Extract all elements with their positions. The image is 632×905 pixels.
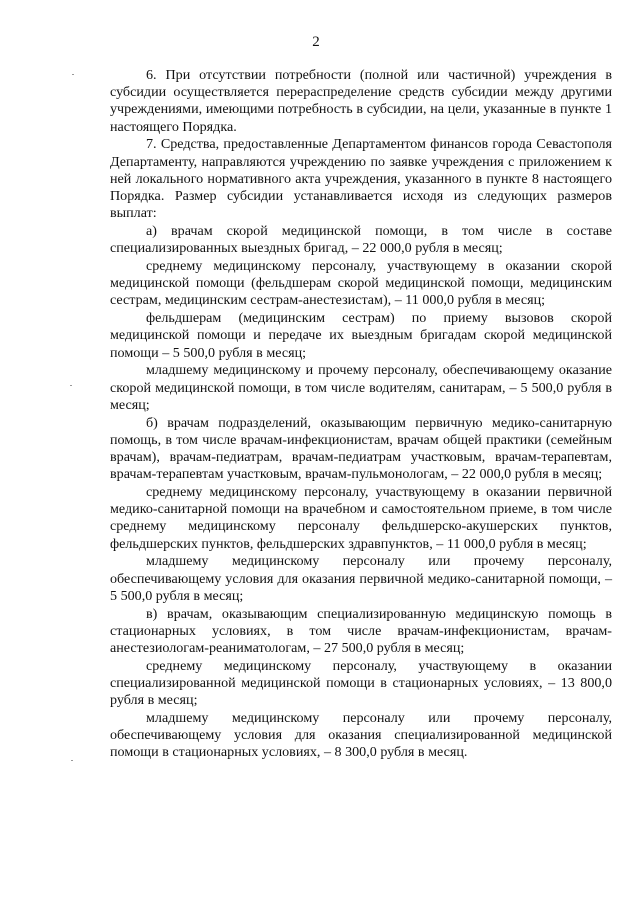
paragraph-7a-doctors-emergency: а) врачам скорой медицинской помощи, в том числе в составе специализированных выездных бригад, – 22 000,0 рубля в месяц;: [110, 223, 612, 257]
scan-mark: [71, 760, 73, 761]
paragraph-7a-mid-staff-emergency: среднему медицинскому персоналу, участвующему в оказании скорой медицинской помощи (фельдшерам скорой медицинской помощи, медицинским сестрам, медицинским сестрам-анестезистам), – 11 000,0 рубля в месяц;: [110, 258, 612, 309]
paragraph-7v-junior-staff-inpatient: младшему медицинскому персоналу или прочему персоналу, обеспечивающему условия для оказания специализированной медицинской помощи в стационарных условиях, – 8 300,0 рубля в месяц.: [110, 710, 612, 761]
document-body: [110, 67, 612, 762]
paragraph-7b-doctors-primary-care: б) врачам подразделений, оказывающим первичную медико-санитарную помощь, в том числе врачам-инфекционистам, врачам общей практики (семейным врачам), врачам-педиатрам, врачам-педиатрам участковым, врачам-терапевтам, врачам-терапевтам участковым, врачам-пульмонологам, – 22 000,0 рубля в месяц;: [110, 414, 612, 483]
paragraph-7b-junior-staff-primary-care: младшему медицинскому персоналу или прочему персоналу, обеспечивающему условия для оказания первичной медико-санитарной помощи, – 5 500,0 рубля в месяц;: [110, 553, 612, 604]
scan-mark: [70, 385, 72, 386]
paragraph-7a-junior-staff-emergency: младшему медицинскому и прочему персоналу, обеспечивающему оказание скорой медицинской помощи, в том числе водителям, санитарам, – 5 500,0 рубля в месяц;: [110, 362, 612, 413]
scan-mark: [72, 74, 74, 75]
paragraph-7b-mid-staff-primary-care: среднему медицинскому персоналу, участвующему в оказании первичной медико-санитарной помощи на врачебном и самостоятельном приеме, в том числе среднему медицинскому персоналу фельдшерско-акушерских пунктов, фельдшерских пунктов, фельдшерских здравпунктов, – 11 000,0 рубля в месяц;: [110, 484, 612, 552]
page-number: 2: [312, 34, 320, 50]
paragraph-7v-mid-staff-inpatient: среднему медицинскому персоналу, участвующему в оказании специализированной медицинской помощи в стационарных условиях, – 13 800,0 рубля в месяц;: [110, 657, 612, 709]
paragraph-7v-doctors-inpatient: в) врачам, оказывающим специализированную медицинскую помощь в стационарных условиях, в том числе врачам-инфекционистам, врачам-анестезиологам-реаниматологам, – 27 500,0 рубля в месяц;: [110, 605, 612, 657]
paragraph-item-7: 7. Средства, предоставленные Департаментом финансов города Севастополя Департаменту, направляются учреждению по заявке учреждения с приложением к ней локального нормативного акта учреждения, указанного в пункте 8 настоящего Порядка. Размер субсидии устанавливается исходя из следующих размеров выплат:: [110, 136, 612, 222]
paragraph-item-6: 6. При отсутствии потребности (полной или частичной) учреждения в субсидии осуществляется перераспределение средств субсидии между другими учреждениями, имеющими потребность в субсидии, на цели, указанные в пункте 1 настоящего Порядка.: [110, 67, 612, 135]
paragraph-7a-call-dispatch: фельдшерам (медицинским сестрам) по приему вызовов скорой медицинской помощи и передаче их выездным бригадам скорой медицинской помощи – 5 500,0 рубля в месяц;: [110, 310, 612, 361]
